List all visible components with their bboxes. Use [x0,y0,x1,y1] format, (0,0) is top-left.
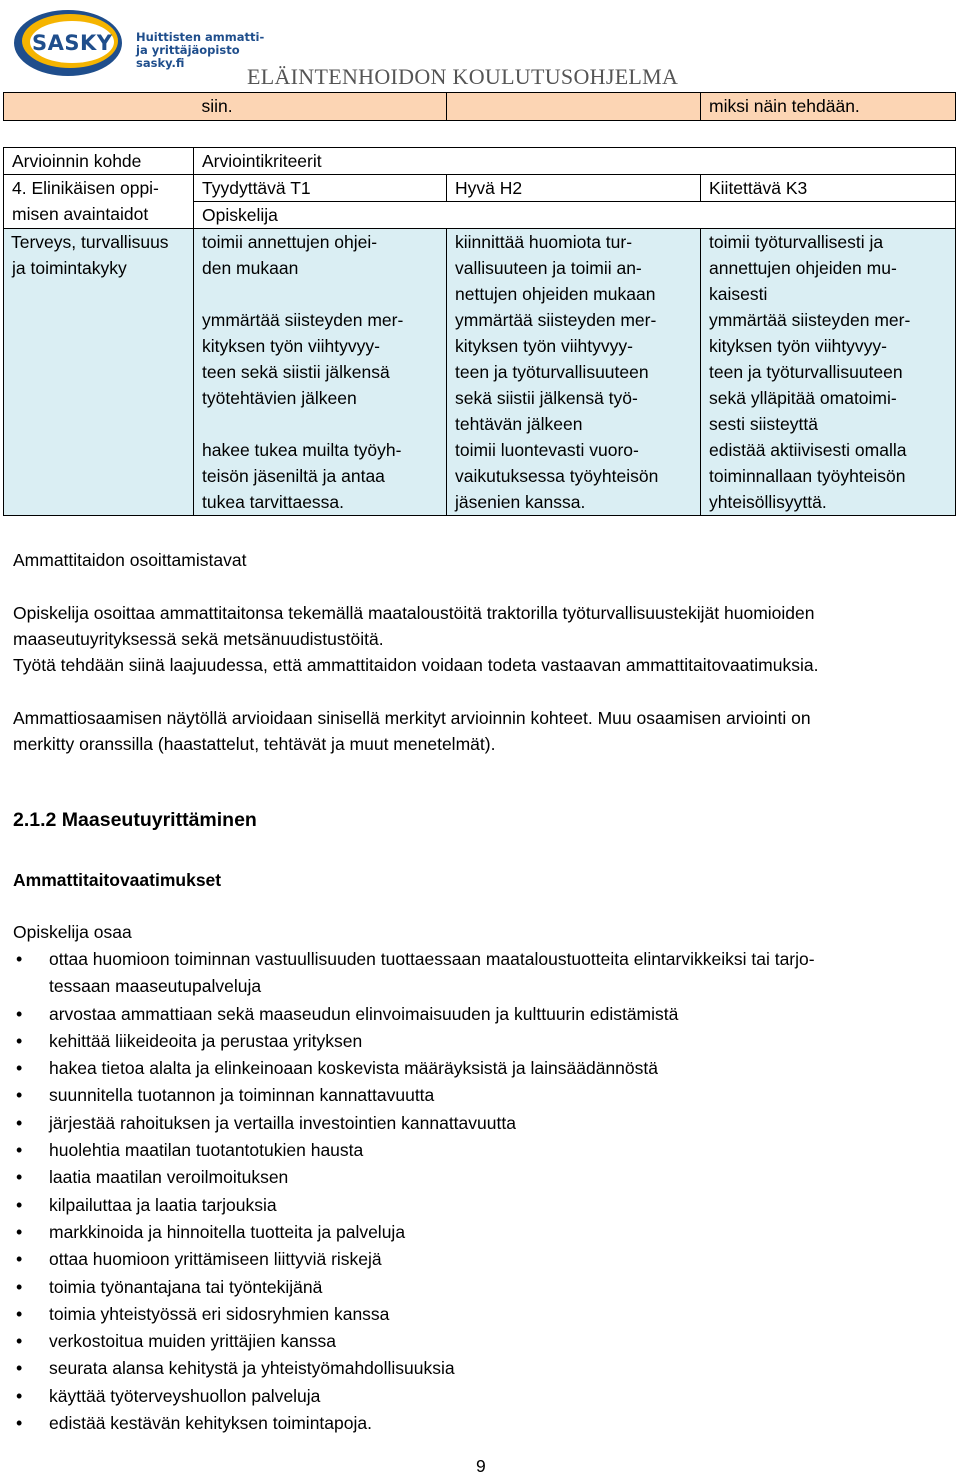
cell-line: ymmärtää siisteyden mer- [455,310,657,330]
list-item [13,1301,948,1328]
cell-line: jäsenien kanssa. [455,492,586,512]
logo-wordmark: SASKY [32,31,113,55]
list-item [13,1410,948,1437]
cell-line: teen ja työturvallisuuteen [455,362,649,382]
bullet-icon: • [16,1413,23,1434]
logo-line-2: ja yrittäjäopisto [136,43,240,57]
header-arviointikriteerit: Arviointikriteerit [194,148,956,175]
bullet-icon: • [16,1331,23,1352]
list-item [13,1328,948,1355]
bullet-icon: • [16,1385,23,1406]
criteria-cell [194,229,447,308]
list-item [13,1192,948,1219]
cell-line: teen sekä siistii jälkensä [202,362,390,382]
list-item-line: toimia työnantajana tai työntekijänä [49,1276,323,1297]
criteria-cell [447,229,701,308]
criteria-cell [701,307,956,437]
top-orange-strip [3,92,956,121]
list-item [13,1219,948,1246]
header-arvioinnin-kohde: Arvioinnin kohde [4,148,194,175]
bullet-icon: • [16,1003,23,1024]
cell-line: sesti siisteyttä [709,414,818,434]
sasky-logo [12,4,265,82]
list-item-line: hakea tietoa alalta ja elinkeinoaan koskevista määräyksistä ja lainsäädännöstä [49,1058,658,1079]
subject-line: ja toimintakyky [12,258,127,278]
bullet-icon: • [16,1194,23,1215]
section-heading: 2.1.2 Maaseutuyrittäminen [13,809,257,831]
paragraph-line: maaseutuyrityksessä sekä metsänuudistustöitä. [13,629,384,649]
list-item [13,1110,948,1137]
criteria-cell [194,437,447,516]
page-number: 9 [476,1456,486,1476]
list-item-line: tessaan maaseutupalveluja [49,976,262,997]
list-item-line: suunnitella tuotannon ja toiminnan kannattavuutta [49,1085,435,1106]
list-item-line: järjestää rahoituksen ja vertailla investointien kannattavuutta [49,1112,516,1133]
list-item-line: markkinoida ja hinnoitella tuotteita ja palveluja [49,1221,406,1242]
paragraph-line: merkitty oranssilla (haastattelut, tehtävät ja muut menetelmät). [13,734,496,754]
list-item-line: kehittää liikeideoita ja perustaa yrityksen [49,1030,363,1051]
cell-line: kityksen työn viihtyvyy- [202,336,380,356]
subheading: Ammattitaitovaatimukset [13,870,222,890]
list-item-line: huolehtia maatilan tuotantotukien hausta [49,1140,364,1161]
list-item [13,1137,948,1164]
strip-left-text: siin. [194,93,447,121]
strip-right-text: miksi näin tehdään. [701,93,956,121]
criteria-cell [701,437,956,516]
list-item-line: ottaa huomioon toiminnan vastuullisuuden tuottaessaan maataloustuotteita elintarvikkeiksi tai tarjo- [49,949,815,969]
bullet-icon: • [16,949,23,969]
list-item [13,946,948,1001]
list-item-line: laatia maatilan veroilmoituksen [49,1167,289,1188]
paragraph-line: Ammattiosaamisen näytöllä arvioidaan sinisellä merkityt arvioinnin kohteet. Muu osaamisen arviointi on [13,708,811,728]
assessment-table [3,147,956,516]
list-item-line: arvostaa ammattiaan sekä maaseudun elinvoimaisuuden ja kulttuurin edistämistä [49,1003,679,1024]
list-item [13,1082,948,1109]
bullet-icon: • [16,1249,23,1270]
cell-line: kityksen työn viihtyvyy- [455,336,633,356]
list-item [13,1274,948,1301]
bullet-icon: • [16,1167,23,1188]
criteria-cell [194,307,447,437]
header-t1: Tyydyttävä T1 [194,175,447,202]
cell-line: hakee tukea muilta työyh- [202,440,402,460]
list-item-line: edistää kestävän kehityksen toimintapoja. [49,1413,372,1434]
cell-line: kiinnittää huomiota tur- [455,232,633,252]
list-item [13,1001,948,1028]
cell-line: annettujen ohjeiden mu- [709,258,897,278]
cell-line: vaikutuksessa työyhteisön [455,466,659,486]
program-title: ELÄINTENHOIDON KOULUTUSOHJELMA [247,64,679,89]
cell-line: teen ja työturvallisuuteen [709,362,903,382]
paragraph-line: Opiskelija osoittaa ammattitaitonsa tekemällä maataloustöitä traktorilla työturvallisuustekijät huomioiden [13,603,815,623]
subject-cell [4,229,194,516]
list-item-line: seurata alansa kehitystä ja yhteistyömahdollisuuksia [49,1358,455,1379]
list-item-line: verkostoitua muiden yrittäjien kanssa [49,1331,336,1352]
cell-line: nettujen ohjeiden mukaan [455,284,656,304]
cell-line: ymmärtää siisteyden mer- [709,310,911,330]
bullet-icon: • [16,1303,23,1324]
header-h2: Hyvä H2 [447,175,701,202]
cell-line: sekä ylläpitää omatoimi- [709,388,897,408]
bullet-icon: • [16,1085,23,1106]
cell-line: den mukaan [202,258,299,278]
kohde-line: misen avaintaidot [12,204,149,224]
list-item [13,1028,948,1055]
requirements-list [13,946,948,1437]
criteria-cell [447,307,701,437]
list-item-line: ottaa huomioon yrittämiseen liittyviä riskejä [49,1249,382,1270]
list-item-line: toimia yhteistyössä eri sidosryhmien kanssa [49,1303,390,1324]
intro-text: Opiskelija osaa [13,922,132,942]
cell-line: vallisuuteen ja toimii an- [455,258,642,278]
kohde-line: 4. Elinikäisen oppi- [12,178,159,198]
bullet-icon: • [16,1276,23,1297]
bullet-icon: • [16,1058,23,1079]
bullet-icon: • [16,1140,23,1161]
list-item-line: kilpailuttaa ja laatia tarjouksia [49,1194,277,1215]
kohde-cell [4,175,194,229]
cell-line: toimii annettujen ohjei- [202,232,378,252]
criteria-cell [447,437,701,516]
cell-line: ymmärtää siisteyden mer- [202,310,404,330]
cell-line: toimii työturvallisesti ja [709,232,884,252]
logo-line-3: sasky.fi [136,56,185,70]
list-item [13,1164,948,1191]
bullet-icon: • [16,1358,23,1379]
criteria-cell [701,229,956,308]
cell-line: toimii luontevasti vuoro- [455,440,639,460]
cell-line: sekä siistii jälkensä työ- [455,388,638,408]
cell-line: teisön jäseniltä ja antaa [202,466,385,486]
bullet-icon: • [16,1030,23,1051]
cell-line: yhteisöllisyyttä. [709,492,827,512]
cell-line: kityksen työn viihtyvyy- [709,336,887,356]
cell-line: kaisesti [709,284,768,304]
bullet-icon: • [16,1112,23,1133]
cell-line: tukea tarvittaessa. [202,492,345,512]
list-item-line: käyttää työterveyshuollon palveluja [49,1385,321,1406]
list-item [13,1383,948,1410]
cell-line: työtehtävien jälkeen [202,388,357,408]
header-opiskelija: Opiskelija [194,202,956,229]
subject-line: Terveys, turvallisuus [11,232,169,252]
cell-line: tehtävän jälkeen [455,414,583,434]
paragraph-line: Työtä tehdään siinä laajuudessa, että ammattitaidon voidaan todeta vastaavan ammattitaitovaatimuksia. [13,655,819,675]
header-k3: Kiitettävä K3 [701,175,956,202]
logo-line-1: Huittisten ammatti- [136,30,265,44]
cell-line: edistää aktiivisesti omalla [709,440,907,460]
list-item [13,1355,948,1382]
osoittamistavat-label: Ammattitaidon osoittamistavat [13,550,247,570]
bullet-icon: • [16,1221,23,1242]
cell-line: toiminnallaan työyhteisön [709,466,906,486]
list-item [13,1055,948,1082]
list-item [13,1246,948,1273]
